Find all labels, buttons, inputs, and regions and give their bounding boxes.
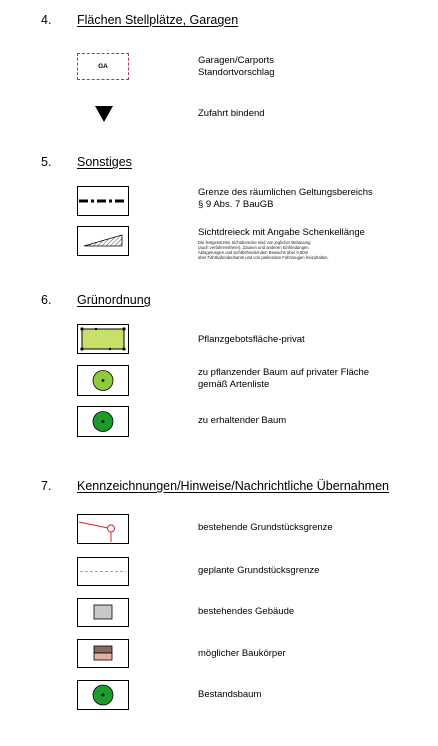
label-line: Garagen/Carports <box>198 55 275 66</box>
fine-print <box>198 240 329 260</box>
sight-triangle-icon <box>77 226 129 256</box>
section-number: 7. <box>41 479 52 493</box>
fine-print-line: über Fahrbahnoberkante und von parkenden Fahrzeugen freizuhalten. <box>198 255 329 260</box>
tree-to-keep-icon <box>77 406 129 437</box>
fine-print-line: Ablagerungen und sichtbehindernden Bewuchs über 0,80m <box>198 250 309 255</box>
triangle-down-icon <box>95 106 113 122</box>
fine-print-line: Die festgesetzten Sichtdreiecke sind von jeglicher Bebauung <box>198 240 311 245</box>
fine-print-line: (auch verfahrensfreier), Zäunen und anderen Einfriedungen <box>198 245 309 250</box>
legend-label <box>198 334 305 346</box>
section-number: 6. <box>41 293 52 307</box>
section-number: 4. <box>41 13 52 27</box>
tree-to-plant-icon <box>77 365 129 396</box>
boundary-line-icon <box>77 186 129 216</box>
legend-label <box>198 689 261 701</box>
label-line: Standortvorschlag <box>198 66 275 78</box>
legend-label <box>198 648 286 660</box>
planting-area-icon <box>77 324 129 354</box>
label-line: geplante Grundstücksgrenze <box>198 565 320 576</box>
section-number: 5. <box>41 155 52 169</box>
planned-boundary-icon <box>77 557 129 586</box>
label-line: Sichtdreieck mit Angabe Schenkellänge <box>198 227 365 238</box>
label-line: Bestandsbaum <box>198 689 262 700</box>
existing-tree-icon <box>77 680 129 710</box>
label-line: § 9 Abs. 7 BauGB <box>198 198 274 210</box>
possible-building-icon <box>77 639 129 668</box>
existing-building-icon <box>77 598 129 627</box>
label-line: zu pflanzender Baum auf privater Fläche <box>198 367 370 378</box>
legend-label <box>198 108 265 120</box>
label-line: bestehende Grundstücksgrenze <box>198 522 333 533</box>
legend-label <box>198 565 319 577</box>
label-line: Zufahrt bindend <box>198 108 265 119</box>
existing-boundary-icon <box>77 514 129 544</box>
legend-label <box>198 367 369 390</box>
section-title: Grünordnung <box>77 293 151 307</box>
legend-label <box>198 606 294 618</box>
section-title: Flächen Stellplätze, Garagen <box>77 13 239 27</box>
ga-text: GA <box>98 63 108 70</box>
legend-label <box>198 55 275 78</box>
section-title: Sonstiges <box>77 155 132 169</box>
label-line: gemäß Artenliste <box>198 378 270 390</box>
label-line: zu erhaltender Baum <box>198 415 287 426</box>
label-line: Grenze des räumlichen Geltungsbereichs <box>198 187 373 198</box>
legend-label <box>198 187 373 210</box>
label-line: möglicher Baukörper <box>198 648 286 659</box>
ga-box-icon <box>77 53 129 80</box>
label-line: bestehendes Gebäude <box>198 606 295 617</box>
legend-label <box>198 522 333 534</box>
legend-label <box>198 415 286 427</box>
label-line: Pflanzgebotsfläche-privat <box>198 334 305 345</box>
legend-label <box>198 227 365 239</box>
section-title: Kennzeichnungen/Hinweise/Nachrichtliche Übernahmen <box>77 479 389 493</box>
